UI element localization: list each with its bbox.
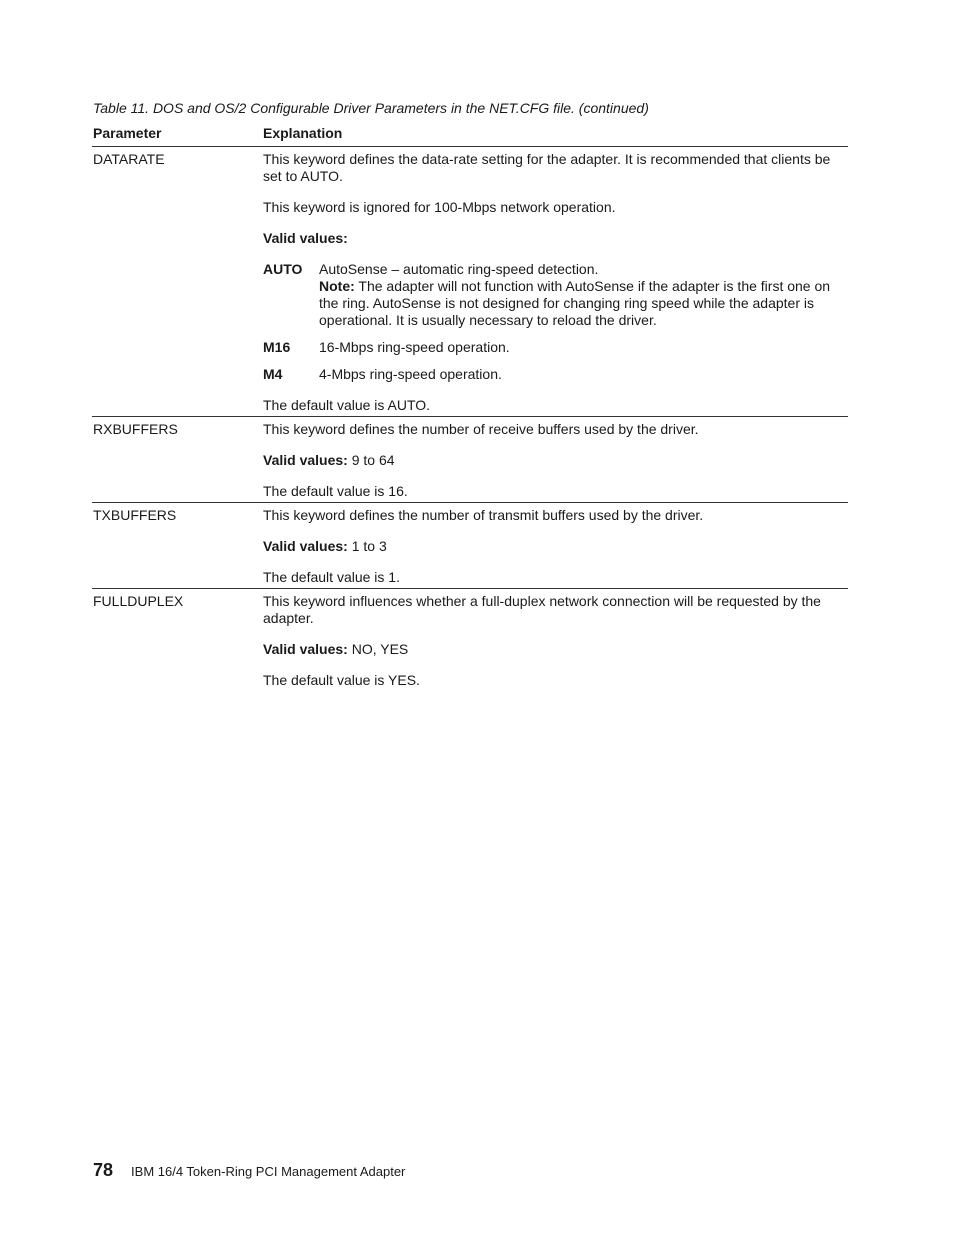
default-value-text: The default value is YES.	[263, 672, 420, 688]
parameters-table	[92, 124, 848, 691]
header-parameter: Parameter	[93, 125, 162, 141]
value-description	[319, 261, 848, 329]
parameter-explanation	[263, 421, 848, 500]
note	[319, 278, 848, 329]
default-value-text: The default value is 16.	[263, 483, 408, 499]
valid-values-label: Valid values:	[263, 452, 348, 468]
parameter-name: TXBUFFERS	[93, 507, 177, 523]
value-term: M4	[263, 366, 283, 382]
parameter-name: RXBUFFERS	[93, 421, 178, 437]
note-label: Note:	[319, 278, 355, 294]
valid-values	[263, 641, 848, 658]
value-desc-text: AutoSense – automatic ring-speed detection.	[319, 261, 599, 277]
table-row	[92, 417, 848, 503]
header-explanation: Explanation	[263, 125, 343, 141]
explanation-text: This keyword defines the number of transmit buffers used by the driver.	[263, 507, 704, 523]
table-row	[92, 147, 848, 417]
table-row	[92, 503, 848, 589]
value-description: 4-Mbps ring-speed operation.	[319, 366, 502, 382]
value-term: AUTO	[263, 261, 303, 277]
value-description: 16-Mbps ring-speed operation.	[319, 339, 510, 355]
value-term: M16	[263, 339, 291, 355]
page-number: 78	[93, 1160, 114, 1180]
explanation-text: This keyword influences whether a full-duplex network connection will be requested by the adapter.	[263, 593, 821, 626]
parameter-explanation	[263, 507, 848, 586]
parameter-explanation	[263, 151, 848, 414]
value-definition	[263, 366, 848, 383]
book-title: IBM 16/4 Token-Ring PCI Management Adapter	[131, 1164, 406, 1179]
default-value-text: The default value is 1.	[263, 569, 400, 585]
explanation-text: This keyword defines the number of receive buffers used by the driver.	[263, 421, 699, 437]
valid-values-value: 9 to 64	[351, 452, 395, 468]
parameter-name: FULLDUPLEX	[93, 593, 184, 609]
valid-values	[263, 538, 848, 555]
valid-values-label: Valid values:	[263, 230, 348, 246]
explanation-text: This keyword defines the data-rate setting for the adapter. It is recommended that clients be set to AUTO.	[263, 151, 831, 184]
valid-values-value: 1 to 3	[351, 538, 387, 554]
page-footer	[93, 1160, 405, 1181]
table-header	[92, 124, 848, 147]
parameter-explanation	[263, 593, 848, 689]
valid-values	[263, 452, 848, 469]
value-definition	[263, 339, 848, 356]
parameter-name: DATARATE	[93, 151, 165, 167]
valid-values-value: NO, YES	[351, 641, 409, 657]
default-value-text: The default value is AUTO.	[263, 397, 431, 413]
explanation-text: This keyword is ignored for 100-Mbps network operation.	[263, 199, 616, 215]
table-caption: Table 11. DOS and OS/2 Configurable Driver Parameters in the NET.CFG file. (continued)	[93, 100, 649, 116]
note-text: The adapter will not function with AutoSense if the adapter is the first one on the ring. AutoSense is not designed for changing ring speed while the adapter is operational. It is usually necessary to reload the driver.	[319, 278, 831, 328]
value-definition	[263, 261, 848, 329]
valid-values-label: Valid values:	[263, 538, 348, 554]
valid-values-label: Valid values:	[263, 641, 348, 657]
table-row	[92, 589, 848, 691]
